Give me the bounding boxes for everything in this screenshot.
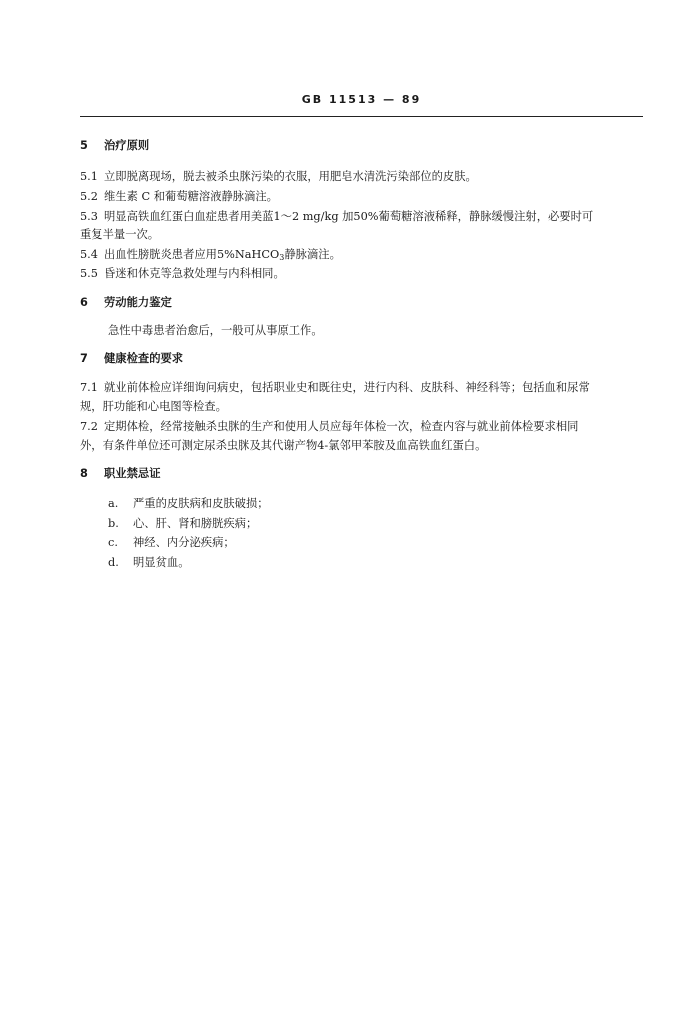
section-8-title: 职业禁忌证 (104, 467, 161, 480)
clause-text: 规，肝功能和心电图等检查。 (80, 400, 227, 413)
clause-5-2 (80, 190, 643, 204)
item-text: 明显贫血。 (133, 556, 190, 569)
section-5-number: 5 (80, 139, 88, 152)
clause-7-1-continuation (80, 400, 643, 414)
clause-number: 7.1 (80, 381, 98, 394)
section-8-number: 8 (80, 467, 88, 480)
contraindication-item-c (108, 536, 235, 550)
section-6-heading (80, 296, 643, 310)
section-6-number: 6 (80, 296, 88, 309)
section-8-heading (80, 467, 643, 481)
section-5-title: 治疗原则 (104, 139, 150, 152)
clause-text: 定期体检，经常接触杀虫脒的生产和使用人员应每年体检一次，检查内容与就业前体检要求相同 (104, 420, 579, 433)
item-text: 严重的皮肤病和皮肤破损； (133, 497, 269, 510)
clause-text: 出血性膀胱炎患者应用5%NaHCO (104, 248, 280, 261)
clause-text: 重复半量一次。 (80, 228, 160, 241)
item-text: 心、肝、肾和膀胱疾病； (133, 517, 258, 530)
clause-7-1 (80, 381, 643, 395)
section-7-number: 7 (80, 352, 88, 365)
clause-number: 5.1 (80, 170, 98, 183)
clause-5-4 (80, 248, 643, 265)
item-text: 神经、内分泌疾病； (133, 536, 235, 549)
subscript-3: 3 (279, 253, 285, 262)
contraindication-item-a (108, 497, 269, 511)
contraindication-item-b (108, 517, 257, 531)
clause-number: 5.4 (80, 248, 98, 261)
clause-text: 外，有条件单位还可测定尿杀虫脒及其代谢产物4-氯邻甲苯胺及血高铁血红蛋白。 (80, 439, 487, 452)
clause-7-2 (80, 420, 643, 434)
clause-text: 明显高铁血红蛋白血症患者用美蓝1～2 mg/kg 加50%葡萄糖溶液稀释，静脉缓慢注射，必要时可 (104, 210, 594, 223)
clause-text: 立即脱离现场，脱去被杀虫脒污染的衣服，用肥皂水清洗污染部位的皮肤。 (104, 170, 477, 183)
section-6-text: 急性中毒患者治愈后，一般可从事原工作。 (108, 324, 323, 337)
section-7-heading (80, 352, 643, 366)
section-7-title: 健康检查的要求 (104, 352, 184, 365)
section-5-heading (80, 139, 643, 153)
document-code-header: GB 11513 — 89 (301, 93, 422, 106)
clause-text: 昏迷和休克等急救处理与内科相同。 (104, 267, 285, 280)
clause-5-5 (80, 267, 643, 281)
clause-5-3-continuation (80, 228, 643, 242)
clause-5-3 (80, 210, 643, 224)
clause-text: 静脉滴注。 (284, 248, 341, 261)
item-letter: c. (108, 536, 118, 549)
item-letter: a. (108, 497, 119, 510)
clause-7-2-continuation (80, 439, 643, 453)
header-rule (80, 116, 643, 117)
section-6-title: 劳动能力鉴定 (104, 296, 172, 309)
clause-text: 就业前体检应详细询问病史，包括职业史和既往史，进行内科、皮肤科、神经科等；包括血和尿常 (104, 381, 590, 394)
contraindication-item-d (108, 556, 190, 570)
item-letter: b. (108, 517, 119, 530)
clause-5-1 (80, 170, 643, 184)
clause-number: 5.5 (80, 267, 98, 280)
item-letter: d. (108, 556, 119, 569)
clause-text: 维生素 C 和葡萄糖溶液静脉滴注。 (104, 190, 278, 203)
clause-number: 5.3 (80, 210, 98, 223)
clause-number: 7.2 (80, 420, 98, 433)
clause-number: 5.2 (80, 190, 98, 203)
